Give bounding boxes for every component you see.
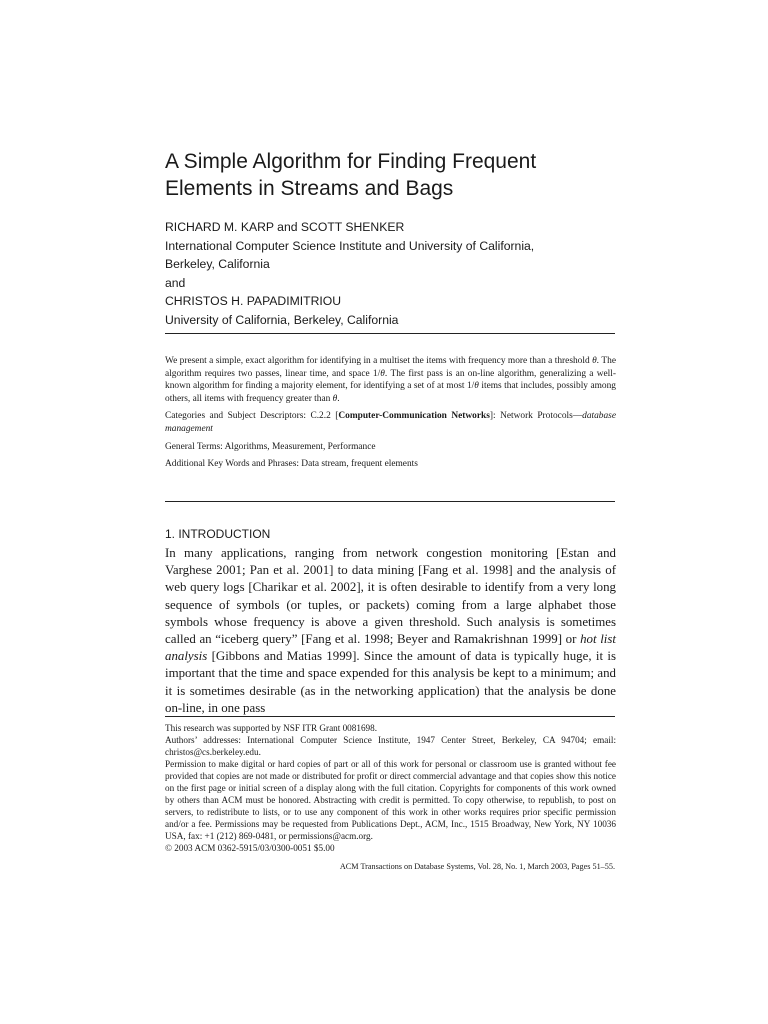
funding-note: This research was supported by NSF ITR Grant 0081698.: [165, 723, 378, 733]
introduction-paragraph: [165, 545, 616, 717]
affiliation-line: Berkeley, California: [165, 257, 270, 272]
address-note: Authors’ addresses: International Computer Science Institute, 1947 Center Street, Berkeley, CA 94704; email: christos@cs.berkeley.edu.: [165, 735, 616, 757]
copyright-note: © 2003 ACM 0362-5915/03/0300-0051 $5.00: [165, 843, 335, 853]
categories-line: [165, 410, 616, 435]
general-terms-line: General Terms: Algorithms, Measurement, Performance: [165, 441, 376, 452]
author-block: [165, 218, 625, 330]
abstract-segment: We present a simple, exact algorithm for identifying in a multiset the items with frequency more than a threshold: [165, 356, 593, 366]
affiliation-line: International Computer Science Institute and University of California,: [165, 238, 535, 253]
intro-italic-term: hot list analysis: [165, 632, 616, 664]
affiliation-line: University of California, Berkeley, California: [165, 312, 399, 327]
theta-symbol: θ: [474, 381, 479, 392]
section-heading-introduction: 1. INTRODUCTION: [165, 527, 271, 541]
divider-top: [165, 333, 615, 334]
abstract-segment: .: [337, 393, 340, 404]
theta-symbol: θ: [380, 368, 385, 379]
author-names-line: RICHARD M. KARP and SCOTT SHENKER: [165, 220, 405, 234]
theta-symbol: θ: [332, 393, 338, 404]
categories-prefix: Categories and Subject Descriptors: C.2.2 [: [165, 411, 339, 422]
theta-symbol: θ: [592, 356, 597, 366]
abstract-segment: . The algorithm requires two passes, linear time, and space 1/: [165, 356, 617, 379]
author-names-line: CHRISTOS H. PAPADIMITRIOU: [165, 294, 342, 309]
abstract-segment: . The first pass is an on-line algorithm, generalizing a well-known algorithm for finding a majority element, for identifying a set of at most 1/: [165, 368, 616, 392]
footnote-divider: [165, 716, 615, 717]
abstract-text: [165, 355, 616, 405]
keywords-line: Additional Key Words and Phrases: Data stream, frequent elements: [165, 459, 418, 470]
permission-note: Permission to make digital or hard copies of part or all of this work for personal or classroom use is granted without fee provided that copies are not made or distributed for profit or direct commercial advantage and that copies show this notice on the first page or initial screen of a display along with the full citation. Copyrights for components of this work owned by others than ACM must be honored. Abstracting with credit is permitted. To copy otherwise, to republish, to post on servers, to redistribute to lists, or to use any component of this work in other works requires prior specific permission and/or a fee. Permissions may be requested from Publications Dept., ACM, Inc., 1515 Broadway, New York, NY 10036 USA, fax: +1 (212) 869-0481, or permissions@acm.org.: [165, 759, 616, 841]
intro-text: In many applications, ranging from network congestion monitoring [Estan and Varghese 2001; Pan et al. 2001] to data mining [Fang et al. 1998] and the analysis of web query logs [Charikar et al. 2002], it is often desirable to identify from a very long sequence of symbols (or tuples, or packets) coming from a large alphabet those symbols whose frequency is above a given threshold. Such analysis is sometimes called an “iceberg query” [Fang et al. 1998; Beyer and Ramakrishnan 1999] or: [165, 546, 616, 647]
paper-title: A Simple Algorithm for Finding Frequent Elements in Streams and Bags: [165, 150, 537, 200]
author-conjunction: and: [165, 275, 186, 290]
intro-text: [Gibbons and Matias 1999]. Since the amount of data is typically huge, it is important that the time and space expended for this analysis be kept to a minimum; and it is sometimes desirable (as in the networking application) that the analysis be done on-line, in one pass: [165, 649, 616, 715]
categories-bold: Computer-Communication Networks: [338, 411, 490, 422]
abstract-segment: items that includes, possibly among others, all items with frequency greater than: [165, 381, 616, 404]
categories-mid: ]: Network Protocols—: [489, 411, 583, 422]
abstract-block: [165, 355, 616, 476]
footnote-block: [165, 722, 616, 854]
journal-citation: ACM Transactions on Database Systems, Vol. 28, No. 1, March 2003, Pages 51–55.: [339, 862, 615, 871]
categories-italic: database management: [165, 411, 616, 434]
divider-bottom: [165, 501, 615, 502]
